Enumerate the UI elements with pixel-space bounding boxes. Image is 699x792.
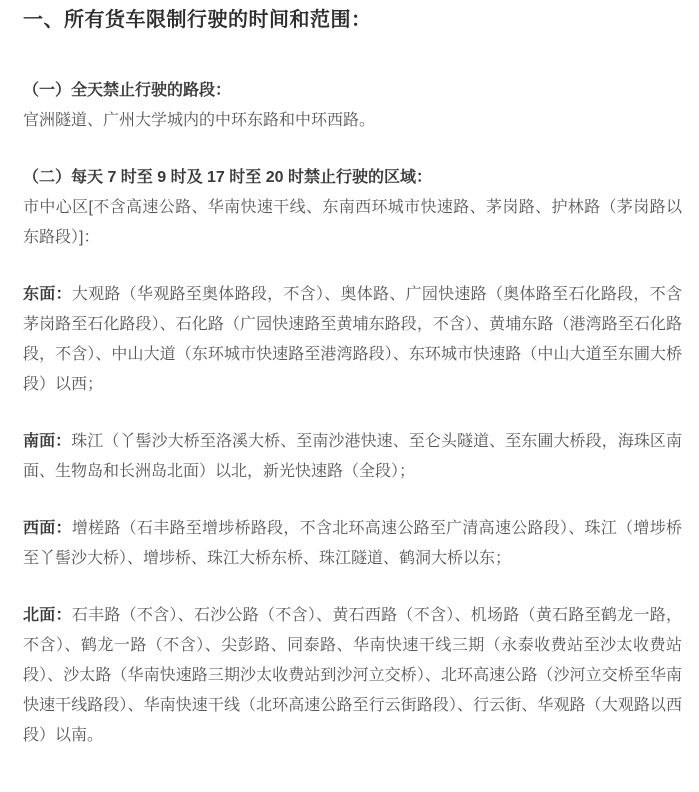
paragraph-city-center-scope: 市中心区[不含高速公路、华南快速干线、东南西环城市快速路、茅岗路、护林路（茅岗路以东路段）]： <box>23 199 682 246</box>
paragraph-boundary-north <box>23 601 682 751</box>
boundary-west-text: 增槎路（石丰路至增埗桥路段，不含北环高速公路至广清高速公路段）、珠江（增埗桥至丫髻沙大桥）、增埗桥、珠江大桥东桥、珠江隧道、鹤洞大桥以东； <box>23 520 682 567</box>
paragraph-boundary-west <box>23 514 682 574</box>
boundary-south-text: 珠江（丫髻沙大桥至洛溪大桥、至南沙港快速、至仑头隧道、至东圃大桥段，海珠区南面、生物岛和长洲岛北面）以北，新光快速路（全段）； <box>23 433 682 480</box>
boundary-north-text: 石丰路（不含）、石沙公路（不含）、黄石西路（不含）、机场路（黄石路至鹤龙一路，不含）、鹤龙一路（不含）、尖彭路、同泰路、华南快速干线三期（永泰收费站至沙太收费站段）、沙太路（华南快速路三期沙太收费站到沙河立交桥）、北环高速公路（沙河立交桥至华南快速干线路段）、华南快速干线（北环高速公路至行云街路段）、行云街、华观路（大观路以西段）以南。 <box>23 607 682 744</box>
subheading-allday-ban: （一）全天禁止行驶的路段： <box>23 82 232 99</box>
boundary-north-label: 北面： <box>23 607 72 624</box>
paragraph-allday-ban-roads: 官洲隧道、广州大学城内的中环东路和中环西路。 <box>23 112 376 129</box>
paragraph-boundary-south <box>23 427 682 487</box>
article-title: 一、所有货车限制行驶的时间和范围： <box>23 9 372 31</box>
paragraph-boundary-east <box>23 280 682 400</box>
boundary-east-text: 大观路（华观路至奥体路段，不含）、奥体路、广园快速路（奥体路至石化路段，不含茅岗路至石化路段）、石化路（广园快速路至黄埔东路段，不含）、黄埔东路（港湾路至石化路段，不含）、中山大道（东环城市快速路至港湾路段）、东环城市快速路（中山大道至东圃大桥段）以西； <box>23 286 682 393</box>
boundary-west-label: 西面： <box>23 520 72 537</box>
boundary-south-label: 南面： <box>23 433 72 450</box>
subheading-timed-ban: （二）每天 7 时至 9 时及 17 时至 20 时禁止行驶的区域： <box>23 169 432 186</box>
boundary-east-label: 东面： <box>23 286 72 303</box>
